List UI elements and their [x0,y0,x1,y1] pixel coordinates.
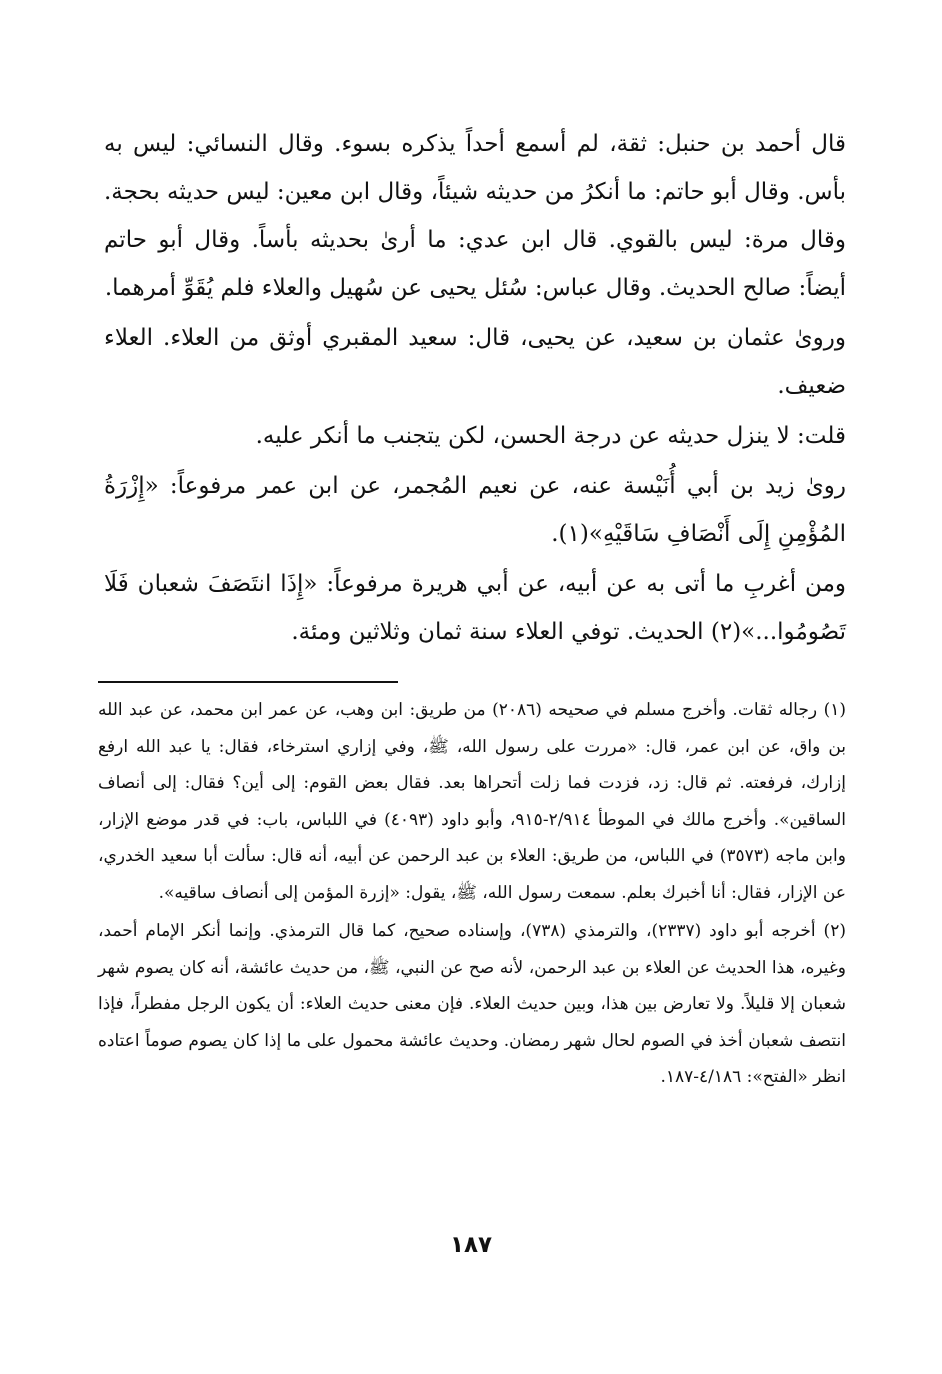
main-body-text [104,120,846,656]
footnotes-section [98,692,846,1096]
page-number: ١٨٧ [449,1232,493,1258]
footnote-divider [98,681,398,683]
footnote-1: (١) رجاله ثقات. وأخرج مسلم في صحيحه (٢٠٨٦) من طريق: ابن وهب، عن عمر ابن محمد، عن عبد الله بن واق، عن ابن عمر، قال: «مررت على رسول الله، ﷺ، وفي إزاري استرخاء، فقال: يا عبد الله ارفع إزارك، فرفعته. ثم قال: زد، فزدت فما زلت أتحراها بعد. فقال بعض القوم: إلى أين؟ فقال: إلى أنصاف الساقين». وأخرج مالك في الموطأ ٢/٩١٤-٩١٥، وأبو داود (٤٠٩٣) في اللباس، باب: في قدر موضع الإزار، وابن ماجه (٣٥٧٣) في اللباس، من طريق: العلاء بن عبد الرحمن عن أبيه، أنه قال: سألت أبا سعيد الخدري، عن الإزار، فقال: أنا أخبرك بعلم. سمعت رسول الله، ﷺ، يقول: «إزرة المؤمن إلى أنصاف ساقيه». [98,700,846,903]
paragraph-uthman-report: وروىٰ عثمان بن سعيد، عن يحيى، قال: سعيد المقبري أوثق من العلاء. العلاء ضعيف. [104,325,846,399]
paragraph-shaban-hadith: ومن أغربِ ما أتى به عن أبيه، عن أبي هريرة مرفوعاً: «إِذَا انتَصَفَ شعبان فَلَا تَصُومُوا...»(٢) الحديث. توفي العلاء سنة ثمان وثلاثين ومئة. [104,571,846,645]
paragraph-izrah-hadith: روىٰ زيد بن أبي أُنَيْسة عنه، عن نعيم المُجمر، عن ابن عمر مرفوعاً: «إِزْرَةُ المُؤْمِنِ إِلَى أَنْصَافِ سَاقَيْهِ»(١). [104,473,846,547]
footnote-2: (٢) أخرجه أبو داود (٢٣٣٧)، والترمذي (٧٣٨)، وإسناده صحيح، كما قال الترمذي. وإنما أنكر الإمام أحمد، وغيره، هذا الحديث عن العلاء بن عبد الرحمن، لأنه صح عن النبي، ﷺ، من حديث عائشة، أنه كان يصوم شهر شعبان إلا قليلاً. ولا تعارض بين هذا، وبين حديث العلاء. فإن معنى حديث العلاء: أن يكون الرجل مفطراً، فإذا انتصف شعبان أخذ في الصوم لحال شهر رمضان. وحديث عائشة محمول على ما إذا كان يصوم صوماً اعتاده انظر «الفتح»: ٤/١٨٦-١٨٧. [98,921,846,1087]
paragraph-author-opinion: قلت: لا ينزل حديثه عن درجة الحسن، لكن يتجنب ما أنكر عليه. [255,423,846,449]
paragraph-narrator-assessments: قال أحمد بن حنبل: ثقة، لم أسمع أحداً يذكره بسوء. وقال النسائي: ليس به بأس. وقال أبو حاتم: ما أنكرُ من حديثه شيئاً، وقال ابن معين: ليس حديثه بحجة. وقال مرة: ليس بالقوي. قال ابن عدي: ما أرىٰ بحديثه بأساً. وقال أبو حاتم أيضاً: صالح الحديث. وقال عباس: سُئل يحيى عن سُهيل والعلاء فلم يُقَوِّ أمرهما. [104,131,846,301]
